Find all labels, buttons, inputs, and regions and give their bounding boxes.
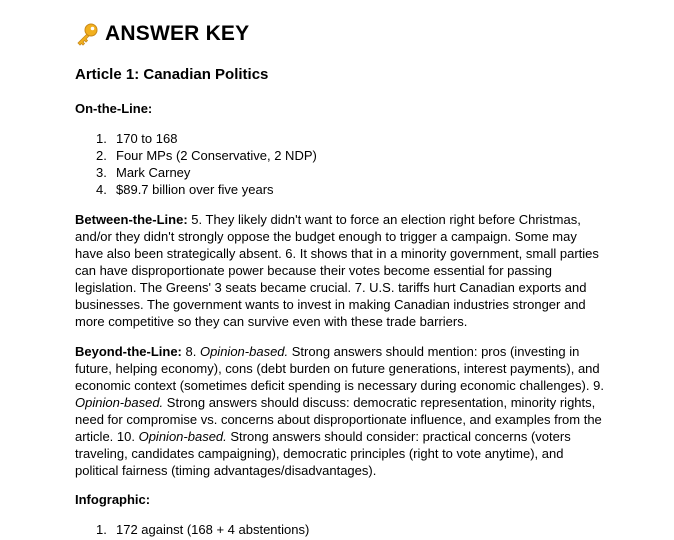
list-item	[75, 164, 317, 181]
q10-text: Strong answers should consider: practical concerns (voters traveling, candidates campaigning), democratic principles (right to vote anytime), and political fairness (timing advantages/disadvantages).	[75, 429, 571, 478]
on-the-line-list	[75, 130, 317, 198]
title-text: ANSWER KEY	[105, 22, 250, 45]
q8-text: Strong answers should mention: pros (investing in future, helping economy), cons (debt burden on future generations, interest payments), and economic context (sometimes deficit spending is necessary during economic challenges). 9.	[75, 344, 604, 393]
on-the-line-label: On-the-Line:	[75, 101, 153, 116]
list-text: Mark Carney	[116, 165, 191, 180]
infographic-list	[75, 521, 309, 538]
list-number: 2.	[96, 148, 107, 163]
key-icon	[75, 22, 99, 46]
q10-tag: Opinion-based.	[138, 429, 227, 444]
infographic-label: Infographic:	[75, 492, 151, 507]
article-heading: Article 1: Canadian Politics	[75, 66, 269, 83]
between-the-line-label: Between-the-Line:	[75, 212, 188, 227]
list-number: 1.	[96, 131, 107, 146]
list-number: 3.	[96, 165, 107, 180]
page-title	[75, 22, 249, 46]
list-item	[75, 521, 309, 538]
between-the-line-text: 5. They likely didn't want to force an election right before Christmas, and/or they didn't strongly oppose the budget enough to trigger a campaign. Some may have also been strategically absent. 6. It shows that in a minority government, small parties can have disproportionate power because their votes become essential for passing legislation. The Greens' 3 seats became crucial. 7. U.S. tariffs hurt Canadian exports and businesses. The government wants to invest in making Canadian industries stronger and more competitive so they can survive even with these trade barriers.	[75, 212, 599, 329]
between-the-line-paragraph	[75, 211, 605, 330]
q8-number: 8.	[181, 344, 200, 359]
q9-tag: Opinion-based.	[75, 395, 164, 410]
list-text: 172 against (168 + 4 abstentions)	[116, 522, 310, 537]
list-item	[75, 181, 317, 198]
beyond-the-line-label: Beyond-the-Line:	[75, 344, 182, 359]
list-number: 4.	[96, 182, 107, 197]
list-item	[75, 147, 317, 164]
list-number: 1.	[96, 522, 107, 537]
list-text: 170 to 168	[116, 131, 178, 146]
list-item	[75, 130, 317, 147]
beyond-the-line-paragraph	[75, 343, 605, 479]
q9-text: Strong answers should discuss: democratic representation, minority rights, need for compromise vs. concerns about disproportionate influence, and examples from the article. 10.	[75, 395, 602, 444]
list-text: Four MPs (2 Conservative, 2 NDP)	[116, 148, 317, 163]
list-text: $89.7 billion over five years	[116, 182, 274, 197]
q8-tag: Opinion-based.	[199, 344, 289, 359]
